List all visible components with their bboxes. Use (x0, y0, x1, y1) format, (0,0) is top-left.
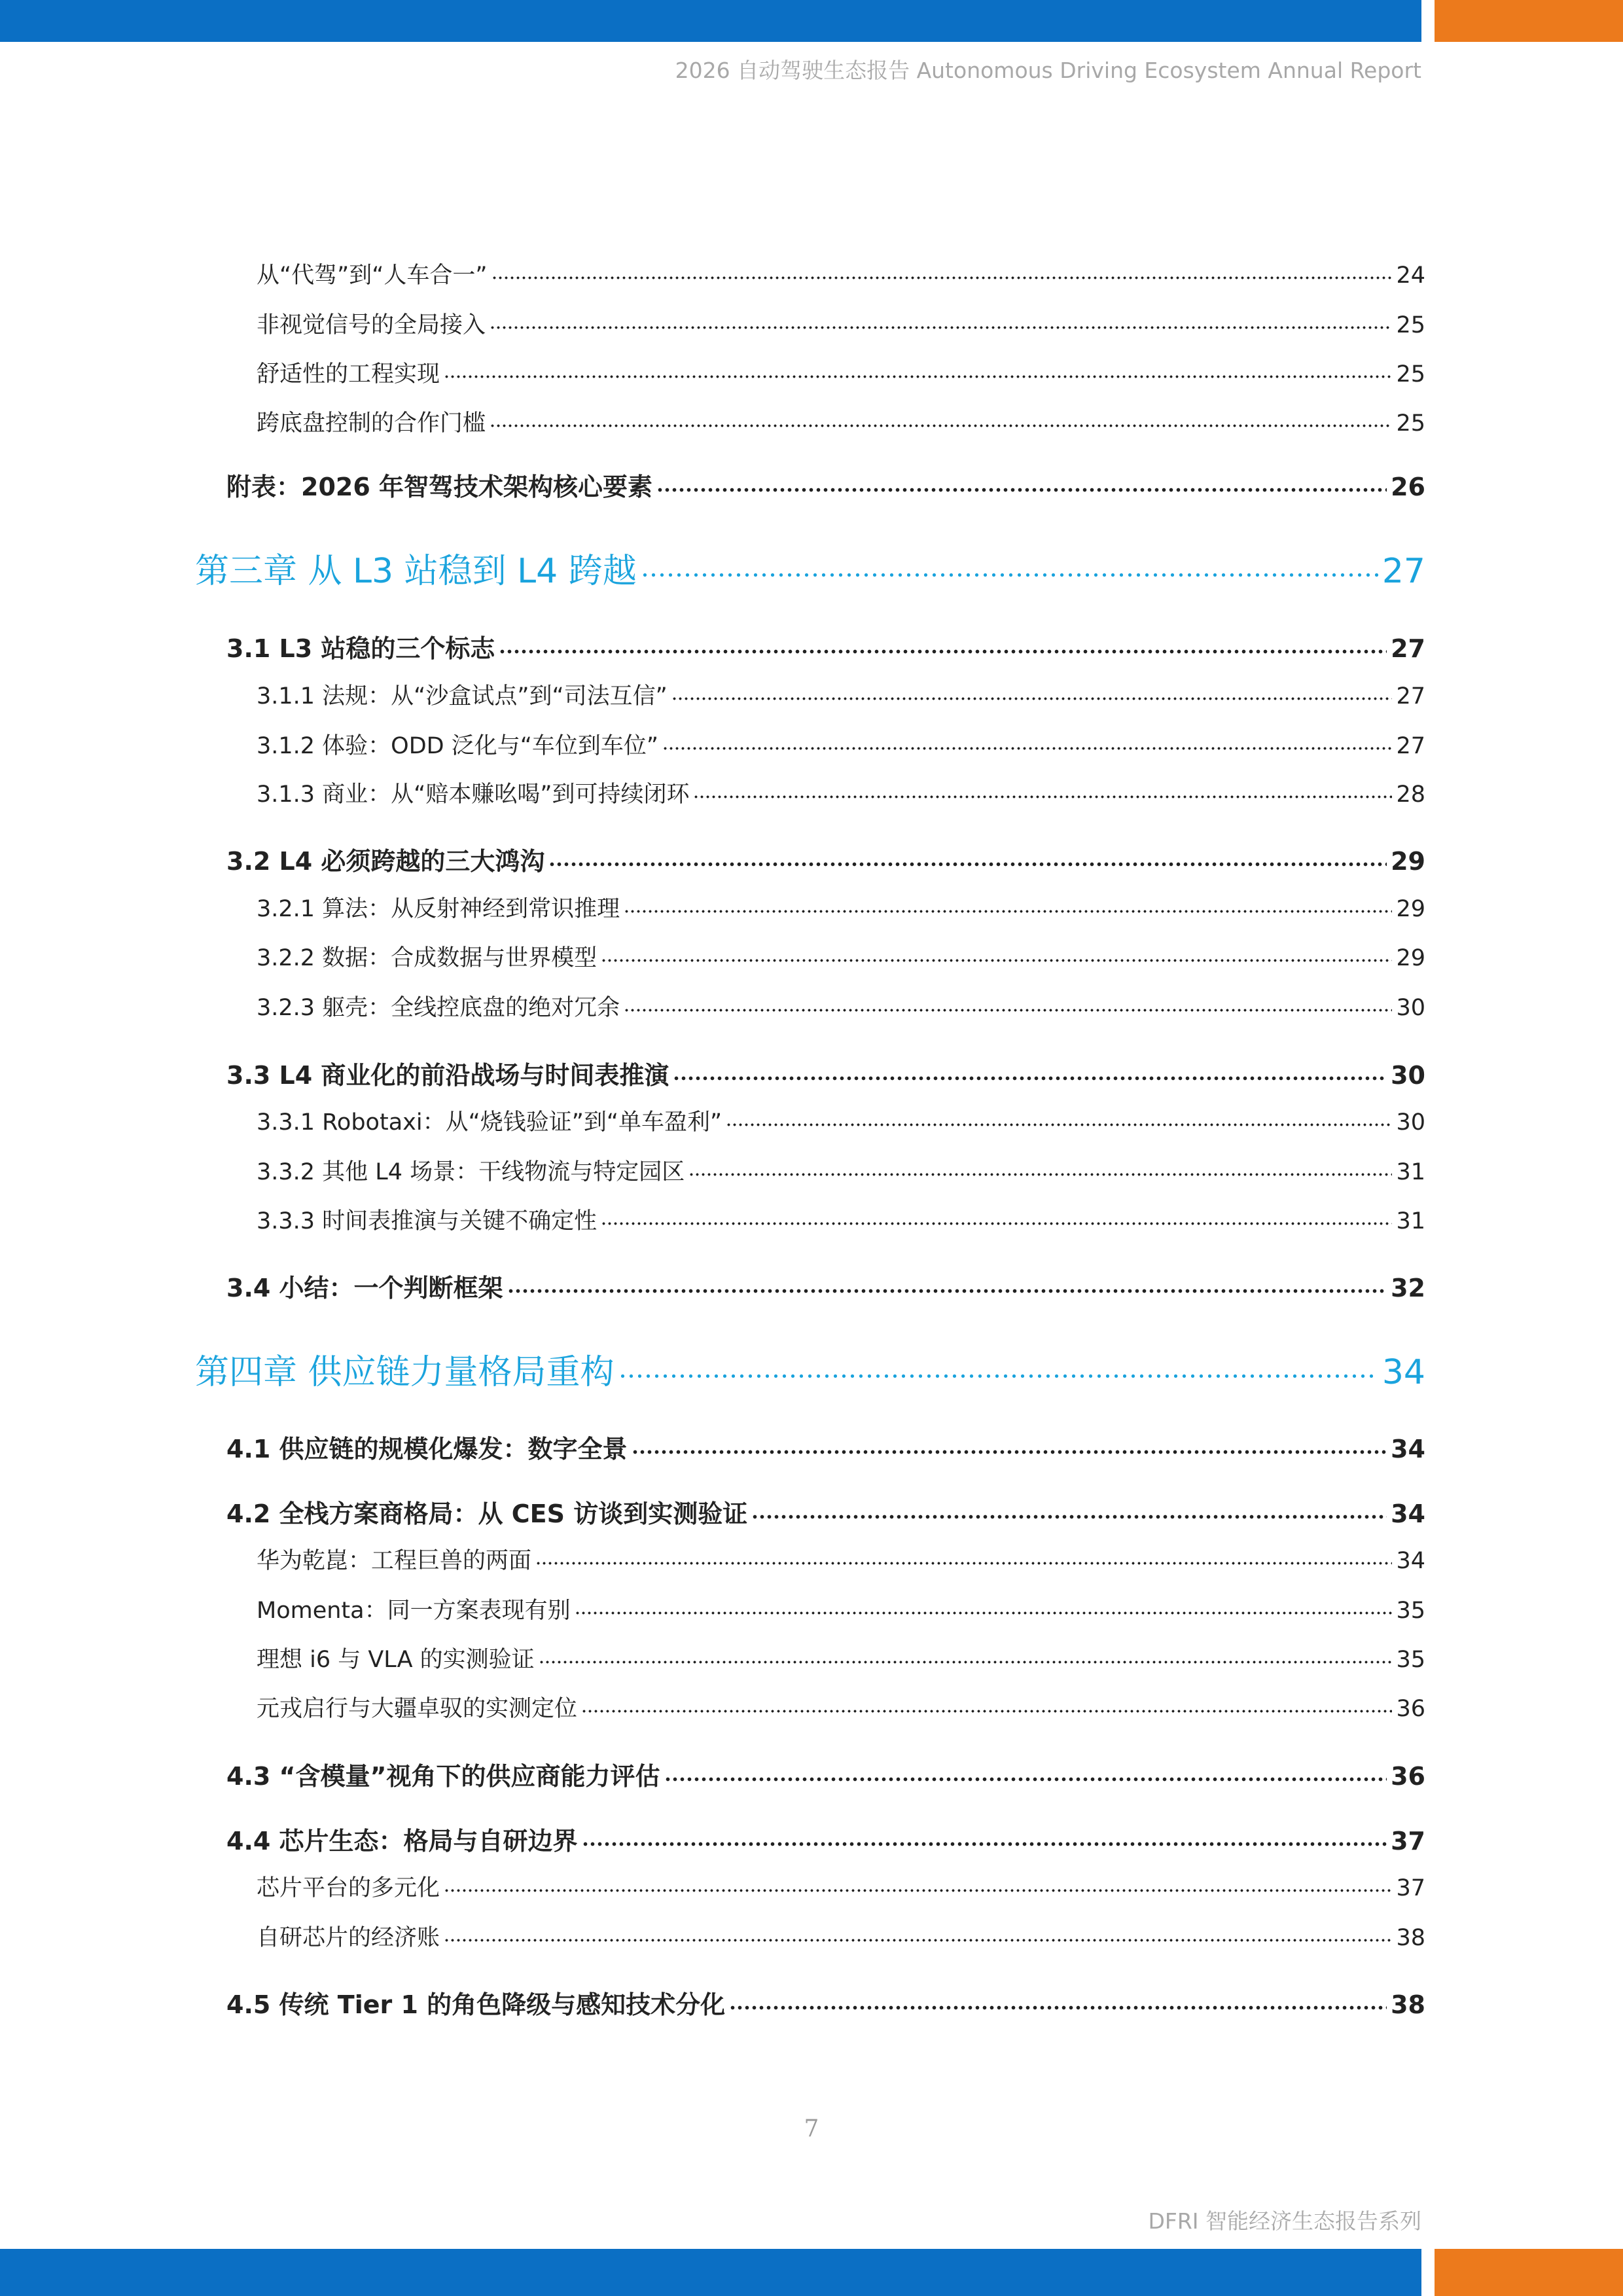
toc-entry-title: 4.1 供应链的规模化爆发：数字全景 (226, 1435, 628, 1463)
toc-dot-leader (656, 471, 1387, 495)
toc-entry-title: 3.2.2 数据：合成数据与世界模型 (257, 945, 597, 971)
toc-entry-page: 25 (1396, 361, 1425, 387)
toc-entry-page: 38 (1391, 1990, 1425, 2019)
toc-dot-leader (632, 1433, 1387, 1458)
toc-dot-leader (539, 1644, 1393, 1667)
toc-entry-title: 理想 i6 与 VLA 的实测验证 (257, 1647, 535, 1673)
toc-entry-title: 第四章 供应链力量格局重构 (195, 1353, 615, 1392)
toc-dot-leader (490, 408, 1392, 431)
toc-entry-page: 34 (1382, 1353, 1425, 1392)
toc-entry-page: 27 (1391, 634, 1425, 663)
toc-dot-leader (575, 1595, 1393, 1618)
toc-subsection-entry[interactable] (257, 1870, 1425, 1903)
toc-entry-page: 32 (1391, 1274, 1425, 1302)
toc-entry-title: 3.4 小结：一个判断框架 (226, 1274, 503, 1302)
toc-subsection-entry[interactable] (257, 1920, 1425, 1952)
toc-dot-leader (729, 1988, 1387, 2013)
toc-chapter-entry[interactable] (195, 1344, 1425, 1393)
toc-entry-title: Momenta：同一方案表现有别 (257, 1598, 571, 1624)
toc-dot-leader (601, 942, 1392, 965)
toc-dot-leader (444, 1922, 1392, 1945)
toc-entry-page: 25 (1396, 410, 1425, 437)
footer-orange-bar (1435, 2249, 1623, 2296)
toc-entry-title: 华为乾崑：工程巨兽的两面 (257, 1548, 532, 1574)
toc-entry-title: 3.1.3 商业：从“赔本赚吆喝”到可持续闭环 (257, 781, 690, 808)
toc-subsection-entry[interactable] (257, 728, 1425, 761)
toc-entry-page: 36 (1391, 1762, 1425, 1791)
toc-dot-leader (582, 1825, 1387, 1850)
toc-dot-leader (444, 359, 1392, 382)
toc-dot-leader (535, 1545, 1392, 1568)
toc-entry-page: 35 (1396, 1598, 1425, 1624)
toc-subsection-entry[interactable] (257, 1203, 1425, 1236)
toc-dot-leader (581, 1693, 1392, 1716)
toc-entry-title: 3.1.1 法规：从“沙盒试点”到“司法互信” (257, 683, 668, 709)
toc-section-entry[interactable] (226, 467, 1425, 503)
toc-section-entry[interactable] (226, 1821, 1425, 1857)
toc-entry-page: 36 (1396, 1696, 1425, 1722)
toc-dot-leader (507, 1272, 1387, 1297)
toc-entry-page: 35 (1396, 1647, 1425, 1673)
toc-dot-leader (688, 1157, 1392, 1179)
toc-entry-title: 跨底盘控制的合作门槛 (257, 410, 486, 437)
toc-chapter-entry[interactable] (195, 543, 1425, 592)
toc-dot-leader (751, 1498, 1387, 1522)
toc-entry-title: 3.2.1 算法：从反射神经到常识推理 (257, 896, 620, 922)
toc-section-entry[interactable] (226, 1268, 1425, 1304)
toc-dot-leader (601, 1206, 1392, 1229)
toc-subsection-entry[interactable] (257, 940, 1425, 973)
toc-entry-title: 3.3.2 其他 L4 场景：干线物流与特定园区 (257, 1159, 685, 1185)
toc-entry-page: 38 (1396, 1925, 1425, 1951)
toc-entry-title: 3.2 L4 必须跨越的三大鸿沟 (226, 847, 545, 876)
toc-dot-leader (726, 1107, 1392, 1130)
toc-subsection-entry[interactable] (257, 1592, 1425, 1625)
toc-entry-page: 25 (1396, 312, 1425, 338)
toc-entry-page: 27 (1396, 733, 1425, 759)
report-title: 2026 自动驾驶生态报告 Autonomous Driving Ecosystem Annual Report (675, 58, 1421, 83)
toc-entry-title: 第三章 从 L3 站稳到 L4 跨越 (195, 552, 637, 591)
toc-dot-leader (491, 260, 1393, 283)
toc-subsection-entry[interactable] (257, 1104, 1425, 1137)
toc-dot-leader (490, 310, 1392, 332)
toc-section-entry[interactable] (226, 1984, 1425, 2020)
toc-entry-title: 4.5 传统 Tier 1 的角色降级与感知技术分化 (226, 1990, 726, 2019)
toc-entry-title: 3.3.1 Robotaxi：从“烧钱验证”到“单车盈利” (257, 1109, 722, 1136)
toc-entry-title: 非视觉信号的全局接入 (257, 312, 486, 338)
toc-entry-page: 37 (1396, 1875, 1425, 1901)
toc-entry-title: 4.2 全栈方案商格局：从 CES 访谈到实测验证 (226, 1499, 748, 1528)
toc-dot-leader (693, 779, 1392, 802)
toc-subsection-entry[interactable] (257, 405, 1425, 438)
toc-dot-leader (444, 1873, 1392, 1895)
toc-entry-page: 34 (1391, 1435, 1425, 1463)
toc-entry-page: 28 (1396, 781, 1425, 808)
toc-subsection-entry[interactable] (257, 257, 1425, 290)
toc-entry-title: 附表：2026 年智驾技术架构核心要素 (226, 473, 652, 501)
toc-dot-leader (673, 1059, 1387, 1084)
toc-entry-page: 30 (1391, 1061, 1425, 1090)
toc-dot-leader (662, 730, 1392, 753)
toc-entry-title: 从“代驾”到“人车合一” (257, 262, 488, 289)
toc-entry-page: 29 (1396, 945, 1425, 971)
toc-entry-page: 24 (1396, 262, 1425, 289)
toc-dot-leader (671, 681, 1393, 704)
toc-section-entry[interactable] (226, 841, 1425, 877)
toc-subsection-entry[interactable] (257, 990, 1425, 1022)
toc-entry-page: 37 (1391, 1827, 1425, 1856)
toc-section-entry[interactable] (226, 1429, 1425, 1465)
toc-entry-title: 舒适性的工程实现 (257, 361, 440, 387)
toc-dot-leader (499, 632, 1387, 657)
report-series: DFRI 智能经济生态报告系列 (1148, 2208, 1421, 2234)
toc-entry-page: 34 (1391, 1499, 1425, 1528)
toc-section-entry[interactable] (226, 1055, 1425, 1091)
footer-blue-bar (0, 2249, 1421, 2296)
toc-subsection-entry[interactable] (257, 307, 1425, 340)
toc-entry-page: 27 (1382, 552, 1425, 591)
toc-dot-leader (624, 893, 1392, 916)
toc-entry-title: 3.3.3 时间表推演与关键不确定性 (257, 1208, 597, 1234)
toc-entry-page: 31 (1396, 1208, 1425, 1234)
toc-entry-page: 27 (1396, 683, 1425, 709)
toc-subsection-entry[interactable] (257, 1154, 1425, 1187)
toc-entry-title: 3.3 L4 商业化的前沿战场与时间表推演 (226, 1061, 669, 1090)
toc-dot-leader (624, 992, 1392, 1015)
toc-subsection-entry[interactable] (257, 1691, 1425, 1723)
page-number: 7 (804, 2115, 819, 2142)
toc-entry-page: 34 (1396, 1548, 1425, 1574)
toc-subsection-entry[interactable] (257, 1641, 1425, 1674)
toc-entry-page: 31 (1396, 1159, 1425, 1185)
toc-entry-title: 自研芯片的经济账 (257, 1925, 440, 1951)
toc-dot-leader (618, 1350, 1378, 1384)
toc-entry-title: 4.3 “含模量”视角下的供应商能力评估 (226, 1762, 660, 1791)
toc-section-entry[interactable] (226, 1756, 1425, 1792)
toc-entry-title: 4.4 芯片生态：格局与自研边界 (226, 1827, 578, 1856)
toc-subsection-entry[interactable] (257, 776, 1425, 809)
toc-entry-page: 30 (1396, 1109, 1425, 1136)
toc-subsection-entry[interactable] (257, 1543, 1425, 1575)
toc-entry-page: 29 (1396, 896, 1425, 922)
toc-entry-title: 3.1.2 体验：ODD 泛化与“车位到车位” (257, 733, 659, 759)
toc-entry-page: 26 (1391, 473, 1425, 501)
toc-entry-title: 3.1 L3 站稳的三个标志 (226, 634, 495, 663)
toc-subsection-entry[interactable] (257, 891, 1425, 924)
toc-entry-title: 芯片平台的多元化 (257, 1875, 440, 1901)
toc-dot-leader (548, 845, 1387, 870)
toc-entry-page: 29 (1391, 847, 1425, 876)
toc-section-entry[interactable] (226, 1494, 1425, 1530)
toc-subsection-entry[interactable] (257, 356, 1425, 389)
toc-dot-leader (664, 1760, 1387, 1785)
toc-entry-page: 30 (1396, 995, 1425, 1021)
toc-entry-title: 元戎启行与大疆卓驭的实测定位 (257, 1696, 578, 1722)
toc-entry-title: 3.2.3 躯壳：全线控底盘的绝对冗余 (257, 995, 620, 1021)
toc-section-entry[interactable] (226, 628, 1425, 664)
toc-subsection-entry[interactable] (257, 678, 1425, 711)
toc-dot-leader (641, 548, 1378, 583)
